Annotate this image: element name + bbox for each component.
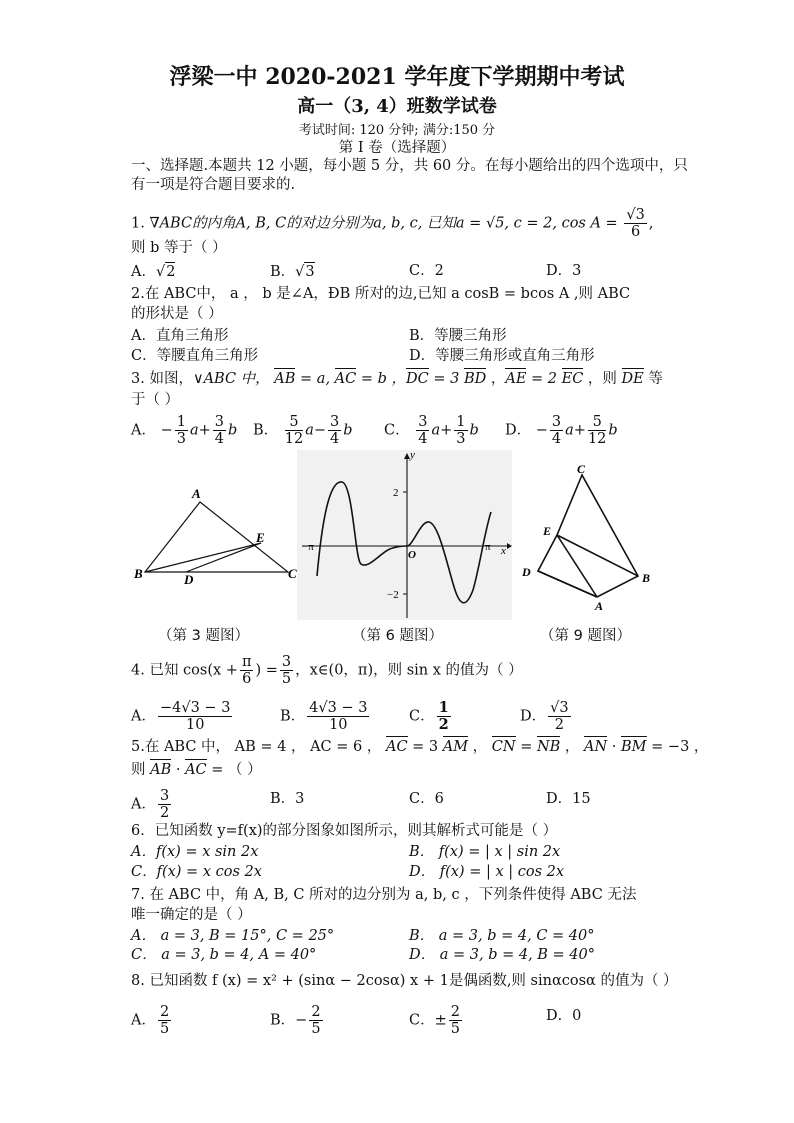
outer-outline xyxy=(538,475,638,597)
q1-option-c: C．2 xyxy=(409,263,444,279)
figure-9-shape xyxy=(515,464,660,614)
q7-stem: 7. 在 ABC 中，角 A, B, C 所对的边分别为 a, b, c ，下列条件使得 ABC 无法 xyxy=(131,887,637,903)
exam-meta: 考试时间: 120 分钟; 满分:150 分 xyxy=(298,123,496,138)
q2-stem: 2.在 ABC中， a ， b 是∠A，ÐB 所对的边,已知 a cosB = bcos A ,则 ABC xyxy=(131,286,631,302)
q1-stem-b: 5, c = 2, cos A = xyxy=(495,215,623,232)
y-label-neg2: −2 xyxy=(387,589,399,601)
axis-label-y: y xyxy=(410,450,415,461)
triangle-abc xyxy=(145,502,288,572)
label-d: D xyxy=(184,572,194,587)
q8-stem: 8. 已知函数 f (x) = x² + (sinα − 2cosα) x + 1是偶函数,则 sinαcosα 的值为（ ） xyxy=(131,973,678,989)
q4-option-c: C． $\frac{1}{2}$ xyxy=(409,699,449,733)
q8-option-d: D．0 xyxy=(546,1008,582,1024)
label-c: C xyxy=(288,566,297,581)
q8-option-c: C．± $\frac{2}{5}$ xyxy=(409,1004,460,1037)
label-c9: C xyxy=(577,464,586,476)
q3-option-b: B． $\frac{5}{12}$ a− $\frac{3}{4}$ b xyxy=(253,414,353,447)
q1-frac-num: √3 xyxy=(626,207,645,223)
q6-option-a: A．f(x) = x sin 2x xyxy=(131,844,259,860)
q3-option-a: A． − $\frac{1}{3}$ a+ $\frac{3}{4}$ b xyxy=(131,414,238,447)
q7-option-a: A． a = 3, B = 15°, C = 25° xyxy=(131,928,335,944)
q7-line2: 唯一确定的是（ ） xyxy=(131,907,252,923)
label-a: A xyxy=(192,486,201,501)
label-b9: B xyxy=(642,571,651,585)
label-e: E xyxy=(256,530,265,545)
q2-line2: 的形状是（ ） xyxy=(131,306,223,322)
q6-option-c: C．f(x) = x cos 2x xyxy=(131,864,262,880)
axis-label-x: x xyxy=(501,545,506,557)
q3-line2: 于（ ） xyxy=(131,392,180,408)
q5-line2: 则 AB · AC = （ ） xyxy=(131,762,262,778)
q4-stem: 4. 已知 cos(x + $\frac{\pi}{6}$ ) = $\frac{3}{5}$ ，x∈(0，π)，则 sin x 的值为（ ） xyxy=(131,654,523,687)
q2-option-b: B．等腰三角形 xyxy=(409,328,507,344)
volume-heading: 第 I 卷（选择题） xyxy=(338,140,456,156)
q4-option-d: D． $\frac{√3}{2}$ xyxy=(520,700,569,733)
caption-figure-6: （第 6 题图） xyxy=(352,628,443,644)
q6-stem: 6．已知函数 y=f(x)的部分图象如图所示，则其解析式可能是（ ） xyxy=(131,823,558,839)
q8-option-b: B．− $\frac{2}{5}$ xyxy=(270,1004,321,1037)
label-a9: A xyxy=(595,599,604,613)
x-label-neg-pi: −π xyxy=(302,541,314,553)
q5-stem: 5.在 ABC 中， AB = 4 ， AC = 6 ， AC = 3 AM ， CN = NB ， AN · BM = −3 ， xyxy=(131,739,709,755)
figure-6-graph xyxy=(297,450,512,620)
nabla-icon: ∇ xyxy=(149,215,160,232)
figure-3-triangle xyxy=(128,480,308,590)
label-b: B xyxy=(134,566,143,581)
q7-option-b: B． a = 3, b = 4, C = 40° xyxy=(409,928,595,944)
q2-option-c: C．等腰直角三角形 xyxy=(131,348,259,364)
q1-option-d: D．3 xyxy=(546,263,582,279)
q6-option-b: B． f(x) = | x | sin 2x xyxy=(409,844,561,860)
segment-be xyxy=(145,543,261,572)
segment-de xyxy=(186,543,261,572)
instructions-line2: 有一项是符合题目要求的. xyxy=(131,177,296,193)
q5-option-d: D．15 xyxy=(546,791,591,807)
exam-title: 浮梁一中 2020-2021 学年度下学期期中考试 xyxy=(169,64,625,90)
exam-subtitle: 高一（3, 4）班数学试卷 xyxy=(297,96,497,117)
origin-label: O xyxy=(408,549,416,561)
q3-option-c: C． $\frac{3}{4}$ a+ $\frac{1}{3}$ b xyxy=(384,414,479,447)
label-d9: D xyxy=(522,565,531,579)
q8-option-a: A． $\frac{2}{5}$ xyxy=(131,1004,170,1037)
q3-stem: 3. 如图，∨ABC 中， AB = a, AC = b ，DC = 3 BD ，AE = 2 EC ，则 DE 等 xyxy=(131,371,663,387)
y-label-2: 2 xyxy=(393,487,399,499)
q5-option-a: A． $\frac{3}{2}$ xyxy=(131,788,170,821)
q7-option-d: D． a = 3, b = 4, B = 40° xyxy=(409,947,596,963)
nabla-icon: ∨ xyxy=(192,371,204,387)
q1-line2: 则 b 等于（ ） xyxy=(131,240,227,256)
q7-option-c: C． a = 3, b = 4, A = 40° xyxy=(131,947,317,963)
q1-fraction xyxy=(624,207,646,240)
q2-option-a: A．直角三角形 xyxy=(131,328,229,344)
q1-stem: 1. ∇ABC的内角A, B, C的对边分别为a, b, c, 已知a = √5, c = 2, cos A = $\frac{√3}{6}$ , xyxy=(131,207,654,240)
q4-option-b: B． $\frac{4√3 - 3}{10}$ xyxy=(280,700,368,733)
q6-option-d: D． f(x) = | x | cos 2x xyxy=(409,864,565,880)
q1-option-a: A．√2 xyxy=(131,264,176,280)
label-e9: E xyxy=(543,524,552,538)
q2-option-d: D．等腰三角形或直角三角形 xyxy=(409,348,595,364)
q1-stem-a: ABC的内角A, B, C的对边分别为a, b, c, 已知a = xyxy=(159,215,486,232)
q1-option-b: B．√3 xyxy=(270,264,315,280)
x-label-pi: π xyxy=(485,541,491,553)
caption-figure-3: （第 3 题图） xyxy=(158,628,249,644)
instructions-line1: 一、选择题.本题共 12 小题，每小题 5 分，共 60 分。在每小题给出的四个选项中，只 xyxy=(131,158,688,174)
q5-option-c: C．6 xyxy=(409,791,444,807)
q4-option-a: A． $\frac{-4√3 - 3}{10}$ xyxy=(131,700,231,733)
q1-number: 1. xyxy=(131,215,150,232)
q5-option-b: B．3 xyxy=(270,791,305,807)
caption-figure-9: （第 9 题图） xyxy=(540,628,631,644)
q3-option-d: D． − $\frac{3}{4}$ a+ $\frac{5}{12}$ b xyxy=(505,414,618,447)
q1-frac-den: 6 xyxy=(630,224,641,240)
sqrt-icon: √ xyxy=(485,215,496,232)
